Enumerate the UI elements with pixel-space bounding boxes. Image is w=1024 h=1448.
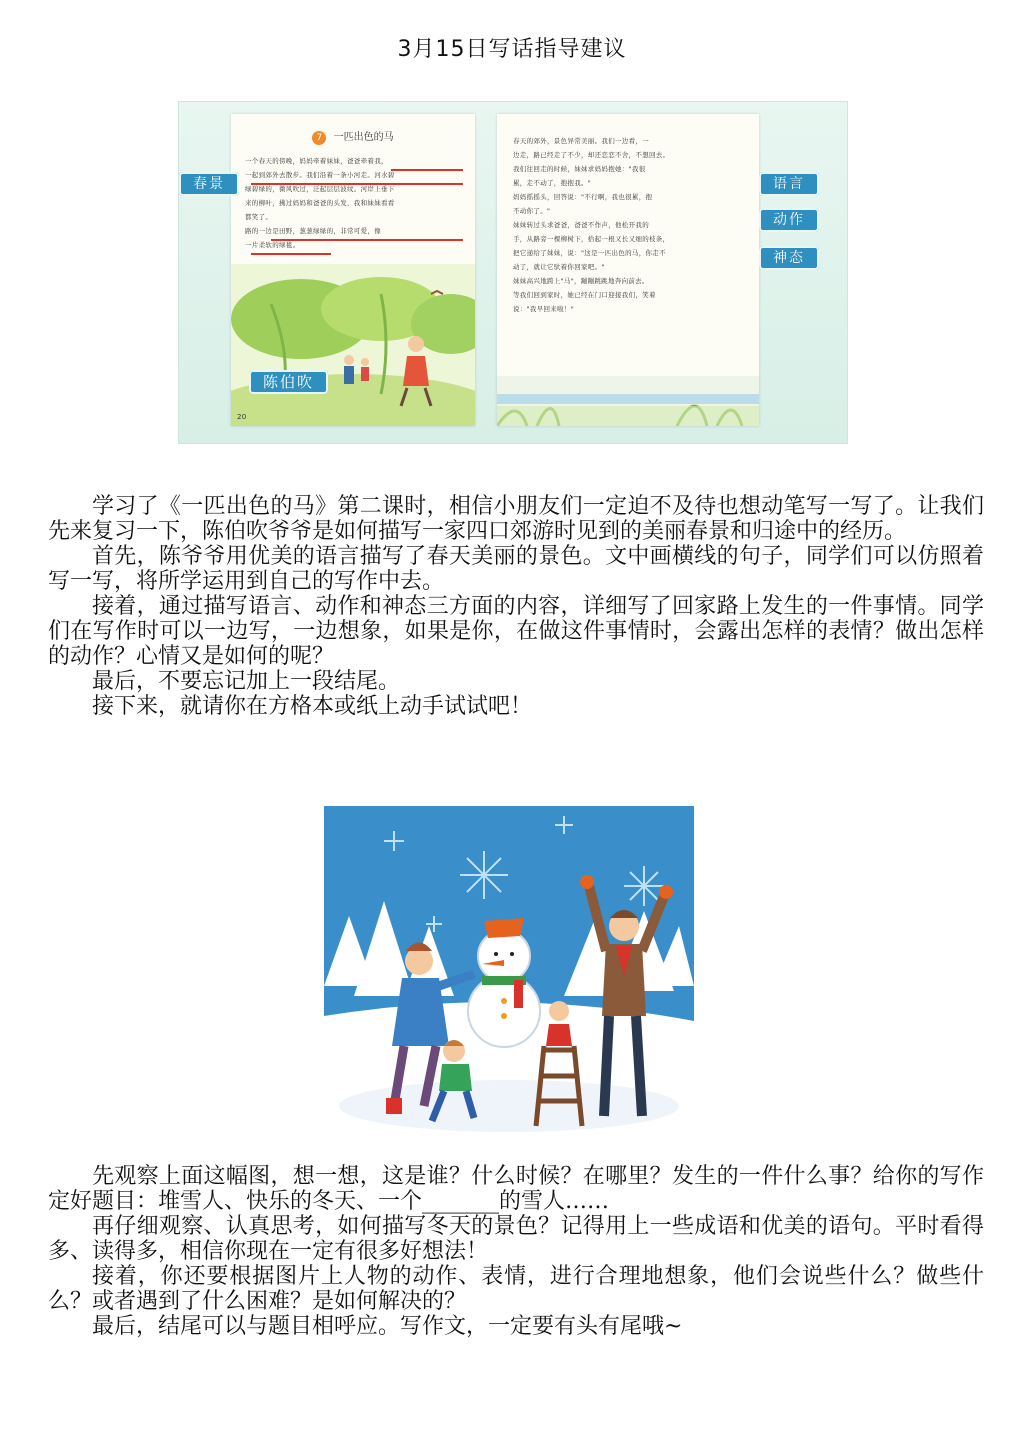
paragraph: 最后，结尾可以与题目相呼应。写作文，一定要有头有尾哦~ (92, 1314, 683, 1339)
winter-snowman-illustration (324, 806, 694, 1140)
underline (271, 239, 463, 241)
right-line: 妈妈摇摇头，回答说："不行啊，我也很累，抱 (513, 193, 653, 201)
left-line: 绿碧绿的，微风吹过，泛起层层波纹。河岸上垂下 (245, 185, 395, 193)
left-line: 来的柳叶，拂过妈妈和爸爸的头发，我和妹妹看看 (245, 199, 395, 207)
paragraph: 接下来，就请你在方格本或纸上动手试试吧！ (92, 694, 533, 719)
left-line: 一片柔软的绿毯。 (245, 241, 300, 249)
left-line: 一个春天的傍晚，妈妈牵着妹妹，爸爸牵着我， (245, 157, 388, 165)
tag-author: 陈伯吹 (249, 370, 328, 394)
right-line: 妹妹转过头求爸爸，爸爸不作声，他松开我的 (513, 221, 649, 229)
right-page-text (513, 134, 749, 316)
right-line: 动了，就让它驮着你回家吧。" (513, 263, 605, 271)
section-two-text (48, 1164, 984, 1339)
paragraph: 接着，你还要根据图片上人物的动作、表情，进行合理地想象，他们会说些什么？做些什么？或者遇到了什么困难？是如何解决的？ (48, 1264, 984, 1314)
tag-language: 语言 (759, 172, 819, 196)
lesson-number-badge: 7 (312, 131, 326, 145)
lesson-heading (231, 128, 475, 145)
tag-expression: 神态 (759, 246, 819, 270)
right-line: 春天的郊外，景色异常美丽。我们一边看，一 (513, 137, 649, 145)
paragraph: 学习了《一匹出色的马》第二课时，相信小朋友们一定迫不及待也想动笔写一写了。让我们先来复习一下，陈伯吹爷爷是如何描写一家四口郊游时见到的美丽春景和归途中的经历。 (48, 494, 984, 544)
underline (251, 183, 463, 185)
textbook-spread-image (178, 101, 848, 444)
spring-illustration (231, 264, 475, 426)
paragraph: 首先，陈爷爷用优美的语言描写了春天美丽的景色。文中画横线的句子，同学们可以仿照着写一写，将所学运用到自己的写作中去。 (48, 544, 984, 594)
right-line: 边走，路已经走了不少，却还恋恋不舍，不想回去。 (513, 151, 670, 159)
right-line: 手，从路旁一棵柳树下，拾起一根又长又细的枝条， (513, 235, 670, 243)
section-one-text (48, 494, 984, 719)
left-line: 路的一边是田野，葱葱绿绿的，非常可爱，像 (245, 227, 381, 235)
lesson-title: 一匹出色的马 (333, 132, 394, 143)
tag-action: 动作 (759, 208, 819, 232)
grass-illustration (497, 376, 759, 426)
underline (251, 253, 331, 255)
tag-spring-scene: 春景 (179, 172, 239, 196)
right-line: 说："我早回来啦！" (513, 305, 574, 313)
underline (391, 169, 463, 171)
left-line: 都笑了。 (245, 213, 273, 221)
right-line: 累，走不动了，抱抱我。" (513, 179, 592, 187)
paragraph: 先观察上面这幅图，想一想，这是谁？什么时候？在哪里？发生的一件什么事？给你的写作定好题目：堆雪人、快乐的冬天、一个_______的雪人…… (48, 1164, 984, 1214)
paragraph: 最后，不要忘记加上一段结尾。 (92, 669, 401, 694)
paragraph: 接着，通过描写语言、动作和神态三方面的内容，详细写了回家路上发生的一件事情。同学们在写作时可以一边写，一边想象，如果是你，在做这件事情时，会露出怎样的表情？做出怎样的动作？心情又是如何的呢？ (48, 594, 984, 669)
textbook-right-page (497, 114, 759, 426)
right-line: 等我们回到家时，她已经在门口迎接我们，笑着 (513, 291, 656, 299)
right-line: 妹妹高兴地跨上"马"，蹦蹦跳跳地奔向前去。 (513, 277, 649, 285)
left-line: 一起到郊外去散步。我们沿着一条小河走。河水碧 (245, 171, 395, 179)
right-line: 我们往回走的时候，妹妹求妈妈抱她："我很 (513, 165, 646, 173)
page-title: 3月15日写话指导建议 (397, 37, 627, 62)
page-number: 20 (237, 413, 247, 421)
right-line: 把它递给了妹妹，说："这是一匹出色的马，你走不 (513, 249, 666, 257)
right-line: 不动你了。" (513, 207, 551, 215)
paragraph: 再仔细观察、认真思考，如何描写冬天的景色？记得用上一些成语和优美的语句。平时看得多、读得多，相信你现在一定有很多好想法！ (48, 1214, 984, 1264)
